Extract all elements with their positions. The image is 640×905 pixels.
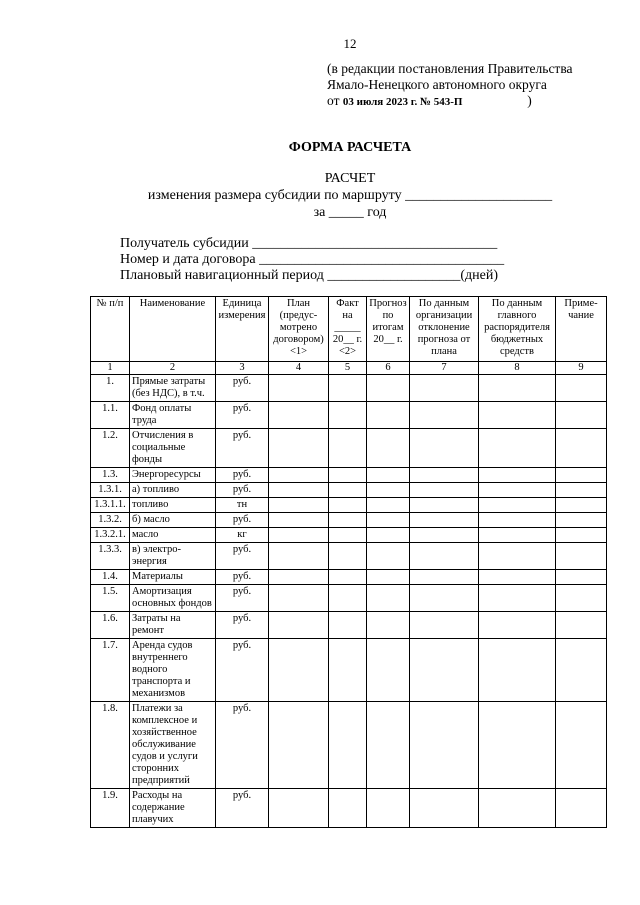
row-value-cell xyxy=(329,612,367,639)
row-value-cell xyxy=(410,612,479,639)
row-name-cell: б) масло xyxy=(130,513,216,528)
form-title: ФОРМА РАСЧЕТА xyxy=(288,140,412,155)
column-number: 9 xyxy=(556,362,607,375)
row-value-cell xyxy=(367,429,410,468)
edition-line-1: (в редакции постановления Правительства xyxy=(327,61,573,76)
table-row xyxy=(91,528,607,543)
row-value-cell xyxy=(329,528,367,543)
row-name-cell: Аренда судов внутреннего водного транспорта и механизмов xyxy=(130,639,216,702)
row-name-cell: Фонд оплаты труда xyxy=(130,402,216,429)
row-name-cell: Энергоресурсы xyxy=(130,468,216,483)
table-row xyxy=(91,702,607,789)
row-value-cell xyxy=(367,528,410,543)
header-cell: Единица измерения xyxy=(216,297,269,362)
row-value-cell xyxy=(479,639,556,702)
table-row xyxy=(91,585,607,612)
row-unit-cell: руб. xyxy=(216,702,269,789)
header-cell: Приме-чание xyxy=(556,297,607,362)
row-value-cell xyxy=(329,483,367,498)
row-unit-cell: руб. xyxy=(216,513,269,528)
row-value-cell xyxy=(367,612,410,639)
row-value-cell xyxy=(479,570,556,585)
table-row xyxy=(91,513,607,528)
row-value-cell xyxy=(556,528,607,543)
row-value-cell xyxy=(479,702,556,789)
header-cell: Наименование xyxy=(130,297,216,362)
column-number: 2 xyxy=(130,362,216,375)
table-row xyxy=(91,402,607,429)
row-value-cell xyxy=(479,402,556,429)
row-number-cell: 1.3. xyxy=(91,468,130,483)
row-value-cell xyxy=(329,639,367,702)
row-unit-cell: руб. xyxy=(216,585,269,612)
row-value-cell xyxy=(479,429,556,468)
row-value-cell xyxy=(410,528,479,543)
row-value-cell xyxy=(269,375,329,402)
row-value-cell xyxy=(556,402,607,429)
row-value-cell xyxy=(479,375,556,402)
row-value-cell xyxy=(410,543,479,570)
row-value-cell xyxy=(269,429,329,468)
row-value-cell xyxy=(556,639,607,702)
row-value-cell xyxy=(410,702,479,789)
row-unit-cell: руб. xyxy=(216,375,269,402)
row-value-cell xyxy=(367,585,410,612)
row-value-cell xyxy=(329,513,367,528)
column-number: 7 xyxy=(410,362,479,375)
row-value-cell xyxy=(329,702,367,789)
row-unit-cell: кг xyxy=(216,528,269,543)
row-value-cell xyxy=(556,498,607,513)
table-row xyxy=(91,543,607,570)
row-name-cell: Материалы xyxy=(130,570,216,585)
row-value-cell xyxy=(269,570,329,585)
row-value-cell xyxy=(556,789,607,828)
row-value-cell xyxy=(269,483,329,498)
column-number: 3 xyxy=(216,362,269,375)
edition-note xyxy=(327,61,573,110)
row-value-cell xyxy=(269,402,329,429)
row-value-cell xyxy=(410,570,479,585)
row-value-cell xyxy=(556,612,607,639)
row-value-cell xyxy=(329,402,367,429)
edition-line-2: Ямало-Ненецкого автономного округа xyxy=(327,77,547,92)
column-number: 6 xyxy=(367,362,410,375)
row-value-cell xyxy=(367,498,410,513)
row-value-cell xyxy=(367,570,410,585)
row-value-cell xyxy=(329,585,367,612)
row-value-cell xyxy=(410,585,479,612)
calc-title: РАСЧЕТ xyxy=(324,171,376,186)
row-value-cell xyxy=(367,483,410,498)
row-value-cell xyxy=(269,585,329,612)
row-unit-cell: руб. xyxy=(216,468,269,483)
table-row xyxy=(91,468,607,483)
contract-field: Номер и дата договора ___________________________________ xyxy=(120,252,505,267)
header-cell: Прогноз по итогам 20__ г. xyxy=(367,297,410,362)
row-value-cell xyxy=(269,528,329,543)
edition-date-number: 03 июля 2023 г. № 543-П xyxy=(342,96,463,108)
table-row xyxy=(91,789,607,828)
row-number-cell: 1.4. xyxy=(91,570,130,585)
row-number-cell: 1.7. xyxy=(91,639,130,702)
row-value-cell xyxy=(556,513,607,528)
header-cell: Факт на _____ 20__ г. <2> xyxy=(329,297,367,362)
row-value-cell xyxy=(410,789,479,828)
row-value-cell xyxy=(556,483,607,498)
table-row xyxy=(91,483,607,498)
row-name-cell: Расходы на содержание плавучих xyxy=(130,789,216,828)
row-value-cell xyxy=(410,483,479,498)
row-unit-cell: руб. xyxy=(216,543,269,570)
calc-route-line: изменения размера субсидии по маршруту _____________________ xyxy=(147,188,553,203)
row-unit-cell: руб. xyxy=(216,612,269,639)
row-number-cell: 1.1. xyxy=(91,402,130,429)
row-value-cell xyxy=(479,468,556,483)
row-value-cell xyxy=(410,375,479,402)
row-value-cell xyxy=(367,789,410,828)
header-cell: План (предус-мотрено договором) <1> xyxy=(269,297,329,362)
row-name-cell: Прямые затраты (без НДС), в т.ч. xyxy=(130,375,216,402)
column-number-row xyxy=(91,362,607,375)
row-value-cell xyxy=(556,468,607,483)
edition-from-label: от xyxy=(327,93,340,108)
header-cell: № п/п xyxy=(91,297,130,362)
row-unit-cell: руб. xyxy=(216,483,269,498)
row-number-cell: 1.8. xyxy=(91,702,130,789)
column-number: 4 xyxy=(269,362,329,375)
row-value-cell xyxy=(479,543,556,570)
row-value-cell xyxy=(367,543,410,570)
row-value-cell xyxy=(269,468,329,483)
period-field: Плановый навигационный период ___________________(дней) xyxy=(120,268,499,283)
row-value-cell xyxy=(367,402,410,429)
row-value-cell xyxy=(329,789,367,828)
row-unit-cell: руб. xyxy=(216,639,269,702)
row-unit-cell: руб. xyxy=(216,429,269,468)
row-name-cell: Затраты на ремонт xyxy=(130,612,216,639)
row-value-cell xyxy=(479,483,556,498)
table-row xyxy=(91,570,607,585)
page-number: 12 xyxy=(343,36,357,51)
row-value-cell xyxy=(367,375,410,402)
column-number: 1 xyxy=(91,362,130,375)
row-value-cell xyxy=(329,468,367,483)
row-number-cell: 1.3.1. xyxy=(91,483,130,498)
row-value-cell xyxy=(556,429,607,468)
row-value-cell xyxy=(556,570,607,585)
calc-year-line: за _____ год xyxy=(313,205,387,220)
row-value-cell xyxy=(367,513,410,528)
row-value-cell xyxy=(329,375,367,402)
row-value-cell xyxy=(269,639,329,702)
row-value-cell xyxy=(556,585,607,612)
row-value-cell xyxy=(410,639,479,702)
row-value-cell xyxy=(269,789,329,828)
row-name-cell: Платежи за комплексное и хозяйственное обслуживание судов и услуги сторонних предприятий xyxy=(130,702,216,789)
table-row xyxy=(91,375,607,402)
row-value-cell xyxy=(367,702,410,789)
table-row xyxy=(91,612,607,639)
row-unit-cell: руб. xyxy=(216,789,269,828)
row-value-cell xyxy=(269,702,329,789)
edition-line-3 xyxy=(327,93,573,110)
row-value-cell xyxy=(410,468,479,483)
header-cell: По данным главного распорядителя бюджетных средств xyxy=(479,297,556,362)
row-unit-cell: тн xyxy=(216,498,269,513)
row-number-cell: 1.3.2. xyxy=(91,513,130,528)
row-number-cell: 1.2. xyxy=(91,429,130,468)
row-value-cell xyxy=(269,498,329,513)
row-value-cell xyxy=(410,513,479,528)
row-value-cell xyxy=(329,429,367,468)
row-name-cell: а) топливо xyxy=(130,483,216,498)
row-value-cell xyxy=(367,468,410,483)
row-number-cell: 1.5. xyxy=(91,585,130,612)
row-value-cell xyxy=(410,498,479,513)
row-number-cell: 1.9. xyxy=(91,789,130,828)
row-value-cell xyxy=(269,612,329,639)
row-value-cell xyxy=(329,543,367,570)
edition-close-paren: ) xyxy=(527,93,532,108)
row-number-cell: 1.6. xyxy=(91,612,130,639)
row-unit-cell: руб. xyxy=(216,570,269,585)
row-number-cell: 1. xyxy=(91,375,130,402)
row-value-cell xyxy=(479,789,556,828)
recipient-field: Получатель субсидии ___________________________________ xyxy=(120,236,498,251)
row-value-cell xyxy=(556,543,607,570)
row-number-cell: 1.3.1.1. xyxy=(91,498,130,513)
calculation-table xyxy=(90,296,607,828)
row-value-cell xyxy=(479,498,556,513)
row-value-cell xyxy=(410,402,479,429)
row-unit-cell: руб. xyxy=(216,402,269,429)
row-value-cell xyxy=(479,585,556,612)
header-cell: По данным организации отклонение прогноза от плана xyxy=(410,297,479,362)
row-value-cell xyxy=(329,570,367,585)
row-name-cell: Отчисления в социальные фонды xyxy=(130,429,216,468)
row-value-cell xyxy=(329,498,367,513)
row-name-cell: топливо xyxy=(130,498,216,513)
row-value-cell xyxy=(269,513,329,528)
row-number-cell: 1.3.2.1. xyxy=(91,528,130,543)
row-number-cell: 1.3.3. xyxy=(91,543,130,570)
row-value-cell xyxy=(479,612,556,639)
row-value-cell xyxy=(269,543,329,570)
row-value-cell xyxy=(556,702,607,789)
row-value-cell xyxy=(479,528,556,543)
table-row xyxy=(91,429,607,468)
table-row xyxy=(91,639,607,702)
row-name-cell: в) электро-энергия xyxy=(130,543,216,570)
row-name-cell: масло xyxy=(130,528,216,543)
row-value-cell xyxy=(556,375,607,402)
row-value-cell xyxy=(479,513,556,528)
table-header-row xyxy=(91,297,607,362)
table-row xyxy=(91,498,607,513)
column-number: 8 xyxy=(479,362,556,375)
row-value-cell xyxy=(410,429,479,468)
row-name-cell: Амортизация основных фондов xyxy=(130,585,216,612)
row-value-cell xyxy=(367,639,410,702)
column-number: 5 xyxy=(329,362,367,375)
